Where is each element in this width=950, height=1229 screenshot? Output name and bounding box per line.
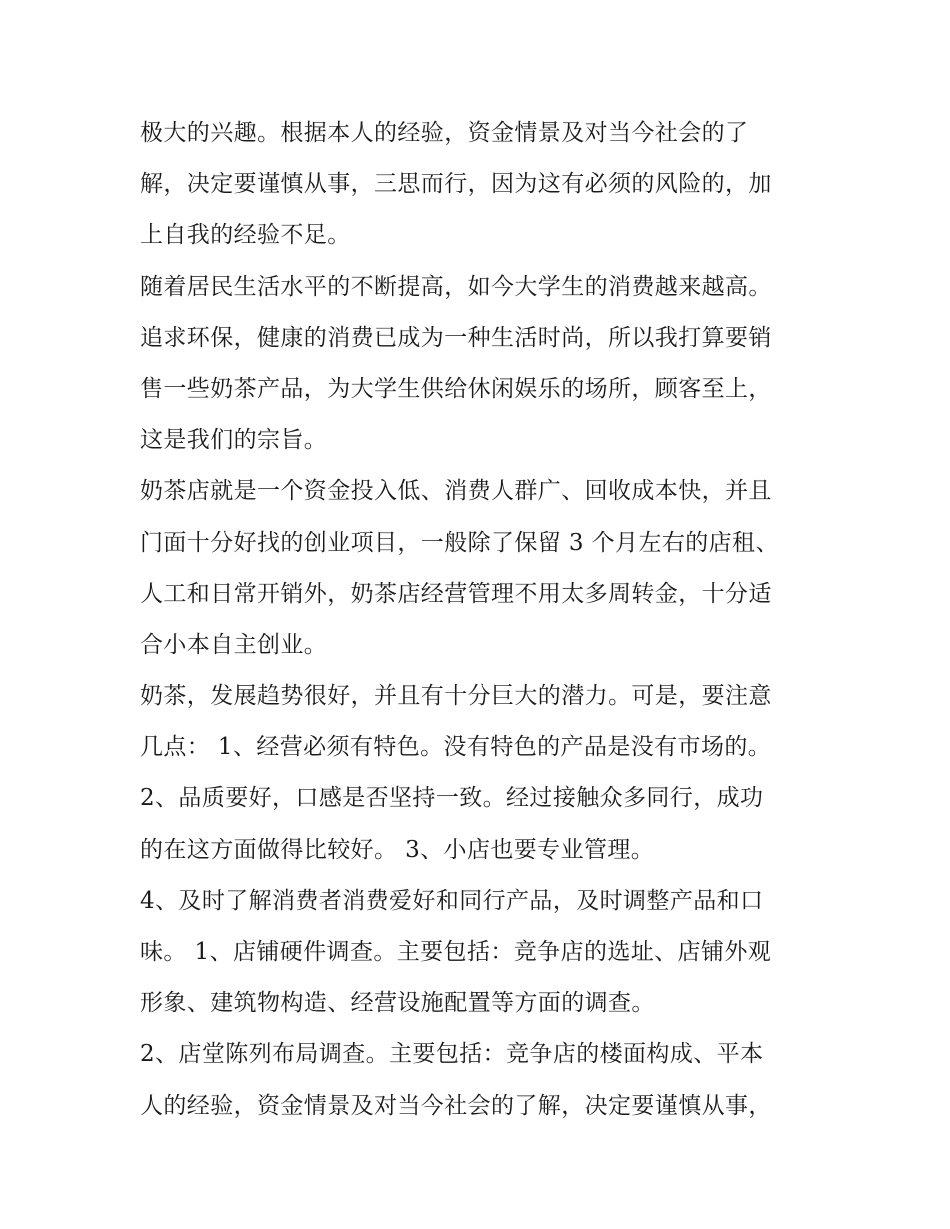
text-line: 2、品质要好，口感是否坚持一致。经过接触众多同行，成功 — [140, 785, 764, 812]
text-line: 4、及时了解消费者消费爱好和同行产品，及时调整产品和口 — [140, 887, 764, 914]
text-line: 几点： 1、经营必须有特色。没有特色的产品是没有市场的。 — [140, 734, 772, 761]
text-line: 人工和日常开销外，奶茶店经营管理不用太多周转金，十分适 — [140, 580, 772, 607]
text-line: 奶茶店就是一个资金投入低、消费人群广、回收成本快，并且 — [140, 478, 772, 505]
text-line: 人的经验，资金情景及对当今社会的了解，决定要谨慎从事， — [140, 1092, 772, 1119]
text-line: 极大的兴趣。根据本人的经验，资金情景及对当今社会的了 — [140, 120, 749, 146]
text-line: 奶茶，发展趋势很好，并且有十分巨大的潜力。可是，要注意 — [140, 683, 772, 710]
text-line: 门面十分好找的创业项目，一般除了保留 3 个月左右的店租、 — [140, 529, 779, 556]
text-line: 追求环保，健康的消费已成为一种生活时尚，所以我打算要销 — [140, 324, 772, 351]
text-line: 解，决定要谨慎从事，三思而行，因为这有必须的风险的，加 — [140, 171, 772, 198]
text-line: 随着居民生活水平的不断提高，如今大学生的消费越来越高。 — [140, 273, 772, 300]
text-line: 售一些奶茶产品，为大学生供给休闲娱乐的场所，顾客至上， — [140, 375, 772, 402]
text-line: 的在这方面做得比较好。 3、小店也要专业管理。 — [140, 836, 655, 863]
text-line: 2、店堂陈列布局调查。主要包括：竞争店的楼面构成、平本 — [140, 1041, 764, 1068]
text-line: 形象、建筑物构造、经营设施配置等方面的调查。 — [140, 990, 655, 1017]
text-line: 上自我的经验不足。 — [140, 222, 351, 249]
body-text — [140, 108, 820, 1132]
text-line: 味。 1、店铺硬件调查。主要包括：竞争店的选址、店铺外观 — [140, 939, 772, 965]
text-line: 这是我们的宗旨。 — [140, 427, 328, 454]
text-line: 合小本自主创业。 — [140, 631, 328, 658]
